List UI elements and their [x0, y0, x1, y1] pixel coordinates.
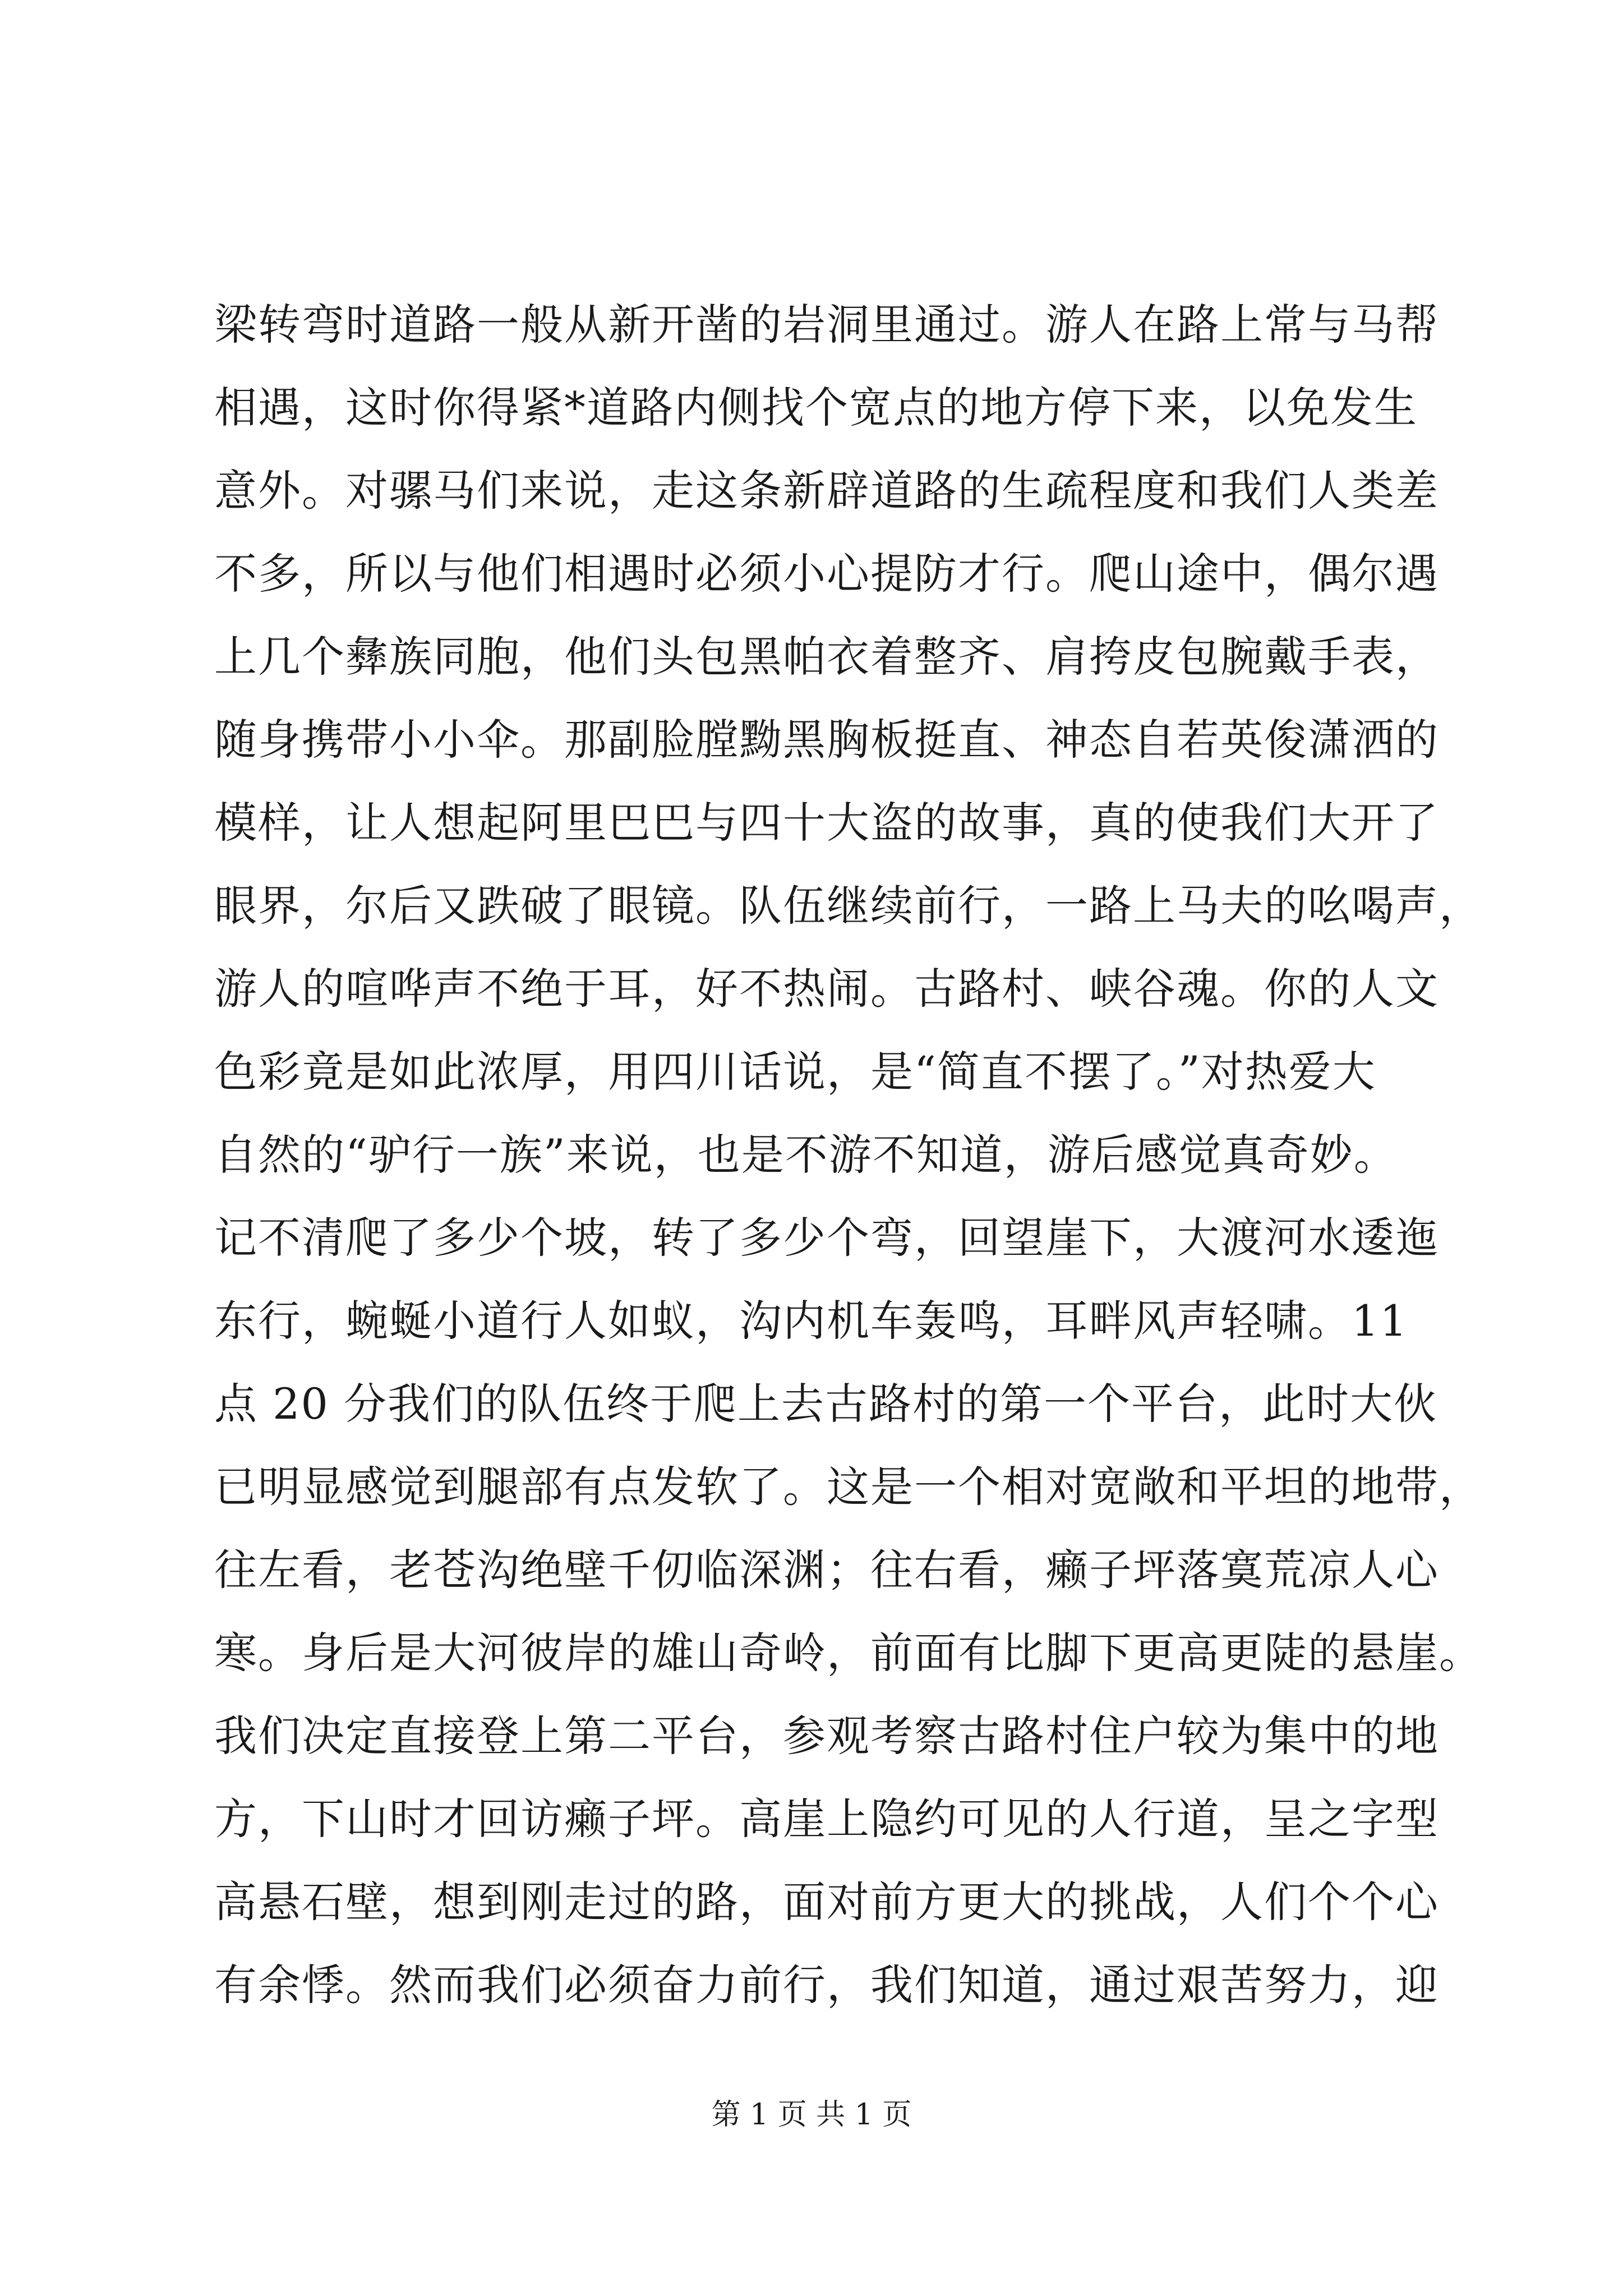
text-line: 已明显感觉到腿部有点发软了。这是一个相对宽敞和平坦的地带，: [214, 1462, 1483, 1512]
text-line: 不多，所以与他们相遇时必须小心提防才行。爬山途中，偶尔遇: [214, 549, 1439, 599]
text-line: 往左看，老苍沟绝壁千仞临深渊；往右看，癞子坪落寞荒凉人心: [214, 1545, 1439, 1595]
text-line: 梁转弯时道路一般从新开凿的岩洞里通过。游人在路上常与马帮: [214, 300, 1439, 349]
text-line: 模样，让人想起阿里巴巴与四十大盗的故事，真的使我们大开了: [214, 798, 1439, 848]
text-line: 自然的“驴行一族”来说，也是不游不知道，游后感觉真奇妙。: [214, 1130, 1398, 1180]
text-line: 我们决定直接登上第二平台，参观考察古路村住户较为集中的地: [214, 1711, 1439, 1761]
text-line: 相遇，这时你得紧*道路内侧找个宽点的地方停下来，以免发生: [214, 383, 1418, 432]
text-line: 眼界，尔后又跌破了眼镜。队伍继续前行，一路上马夫的吆喝声，: [214, 881, 1483, 931]
text-line: 有余悸。然而我们必须奋力前行，我们知道，通过艰苦努力，迎: [214, 1960, 1439, 2010]
body-text: [214, 283, 1483, 2027]
text-line: 记不清爬了多少个坡，转了多少个弯，回望崖下，大渡河水逶迤: [214, 1213, 1439, 1263]
text-line: 上几个彝族同胞，他们头包黑帕衣着整齐、肩挎皮包腕戴手表，: [214, 632, 1439, 682]
text-line: 方，下山时才回访癞子坪。高崖上隐约可见的人行道，呈之字型: [214, 1794, 1439, 1844]
text-line: 寒。身后是大河彼岸的雄山奇岭，前面有比脚下更高更陡的悬崖。: [214, 1628, 1483, 1678]
text-line: 高悬石壁，想到刚走过的路，面对前方更大的挑战，人们个个心: [214, 1877, 1439, 1927]
page-footer: 第 1 页 共 1 页: [711, 2098, 912, 2132]
text-line: 色彩竟是如此浓厚，用四川话说，是“简直不摆了。”对热爱大: [214, 1047, 1376, 1097]
text-line: 点 20 分我们的队伍终于爬上去古路村的第一个平台，此时大伙: [214, 1379, 1438, 1429]
text-line: 意外。对骡马们来说，走这条新辟道路的生疏程度和我们人类差: [214, 466, 1439, 516]
text-line: 东行，蜿蜒小道行人如蚁，沟内机车轰鸣，耳畔风声轻啸。11: [214, 1296, 1408, 1346]
text-line: 游人的喧哗声不绝于耳，好不热闹。古路村、峡谷魂。你的人文: [214, 964, 1439, 1014]
text-line: 随身携带小小伞。那副脸膛黝黑胸板挺直、神态自若英俊潇洒的: [214, 715, 1439, 765]
